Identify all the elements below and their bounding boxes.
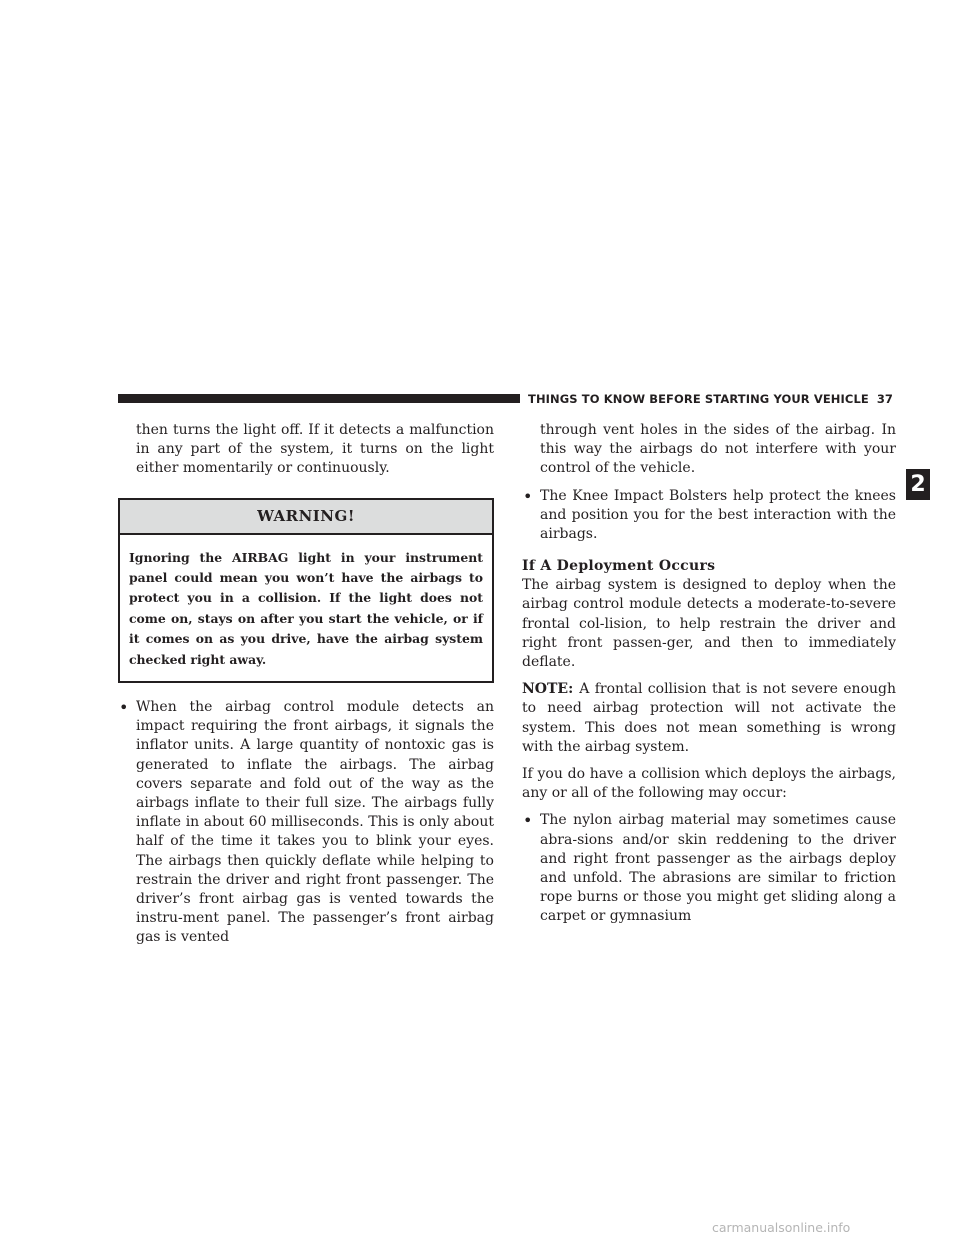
- bullet-icon: •: [523, 811, 533, 831]
- bullet-text: When the airbag control module detects an impact requiring the front airbags, it signals the inflator units. A large quantity of nontoxic gas is generated to inflate the airbags. The airbag covers separate and fold out of the way as the airbags inflate to their full size. The airbags fully inflate in about 60 milliseconds. This is only about half of the time it takes you to blink your eyes. The airbags then quickly deflate while helping to restrain the driver and right front passenger. The driver’s front airbag gas is vented towards the instru-ment panel. The passenger’s front airbag gas is vented: [136, 699, 494, 946]
- left-column: [118, 421, 494, 948]
- running-header: [528, 392, 893, 406]
- body-paragraph: If you do have a collision which deploys the airbags, any or all of the following may occur:: [522, 766, 896, 802]
- bullet-text: The Knee Impact Bolsters help protect the knees and position you for the best interaction with the airbags.: [540, 487, 896, 543]
- header-rule: [118, 394, 520, 403]
- section-title: THINGS TO KNOW BEFORE STARTING YOUR VEHICLE: [528, 392, 869, 406]
- continued-paragraph: then turns the light off. If it detects a malfunction in any part of the system, it turns on the light either momentarily or continuously.: [136, 422, 494, 477]
- list-item: [118, 698, 494, 948]
- subheading: If A Deployment Occurs: [522, 558, 716, 575]
- warning-box: [118, 498, 494, 683]
- warning-title: WARNING!: [120, 500, 492, 535]
- list-item: [522, 487, 896, 545]
- right-column: [522, 421, 896, 927]
- continued-bullet-text: through vent holes in the sides of the airbag. In this way the airbags do not interfere with your control of the vehicle.: [540, 422, 896, 477]
- page-number: 37: [876, 392, 894, 406]
- bullet-icon: •: [523, 486, 533, 506]
- watermark: carmanualsonline.info: [712, 1220, 851, 1235]
- bullet-icon: •: [119, 698, 129, 718]
- note-paragraph: [522, 680, 896, 757]
- chapter-tab: 2: [906, 469, 930, 500]
- body-paragraph: The airbag system is designed to deploy when the airbag control module detects a moderate-to-severe frontal col-lision, to help restrain the driver and right front passen-ger, and then to immediately deflate.: [522, 577, 896, 671]
- list-item: [522, 811, 896, 926]
- note-label: NOTE:: [522, 681, 574, 698]
- note-text: A frontal collision that is not severe enough to need airbag protection will not activate the system. This does not mean something is wrong with the airbag system.: [522, 681, 896, 755]
- warning-text: Ignoring the AIRBAG light in your instrument panel could mean you won’t have the airbags to protect you in a collision. If the light does not come on, stays on after you start the vehicle, or if it comes on as you drive, have the airbag system checked right away.: [129, 549, 483, 667]
- bullet-text: The nylon airbag material may sometimes cause abra-sions and/or skin reddening to the driver and right front passenger as the airbags deploy and unfold. The abrasions are similar to friction rope burns or those you might get sliding along a carpet or gymnasium: [540, 812, 896, 925]
